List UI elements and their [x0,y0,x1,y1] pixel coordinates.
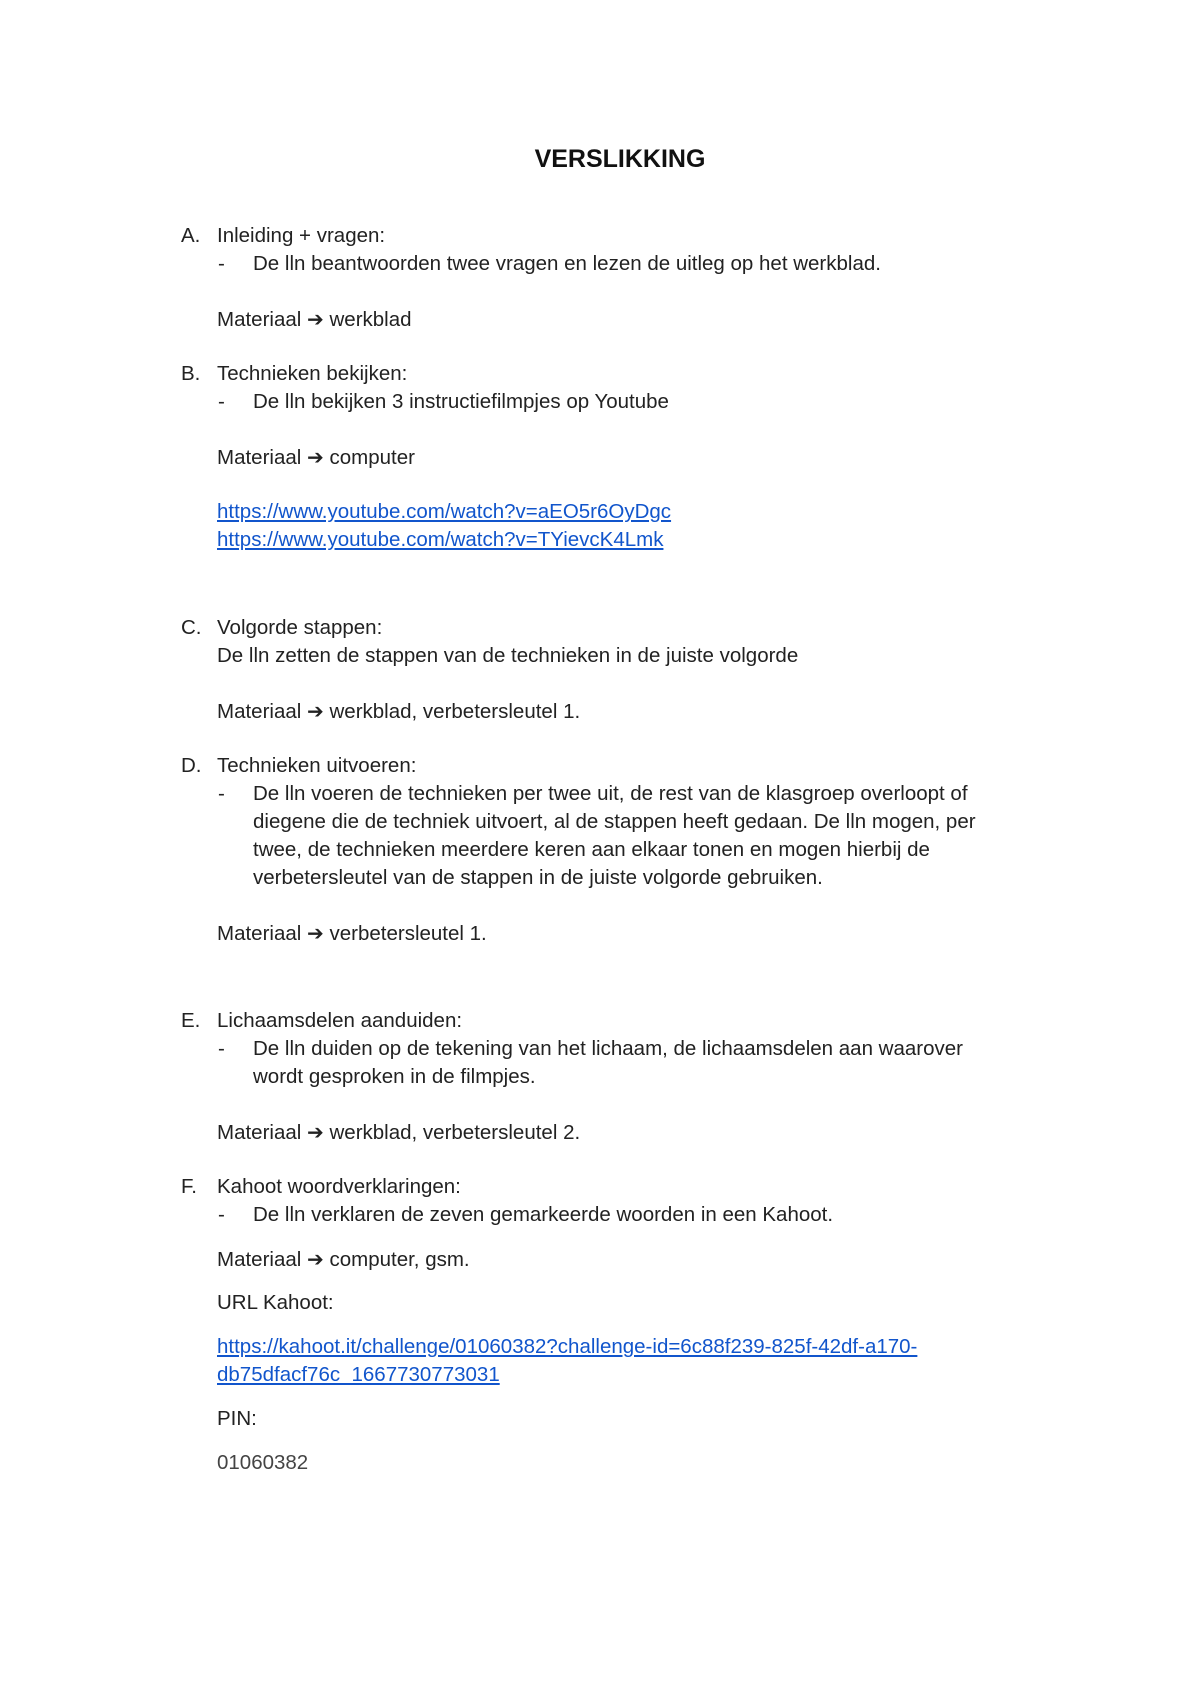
section-b-dash: - [218,390,225,413]
section-d-heading: Technieken uitvoeren: [217,754,417,777]
section-d-letter: D. [181,754,202,777]
materiaal-label: Materiaal [217,446,302,469]
section-f-letter: F. [181,1175,197,1198]
materiaal-label: Materiaal [217,922,302,945]
section-d-materiaal [217,919,487,948]
section-c-text: De lln zetten de stappen van de technieken in de juiste volgorde [217,644,799,667]
arrow-icon: ➔ [307,307,324,331]
materiaal-value: werkblad [329,308,412,331]
arrow-icon: ➔ [307,445,324,469]
section-a-dash: - [218,252,225,275]
arrow-icon: ➔ [307,1247,324,1271]
section-f-heading: Kahoot woordverklaringen: [217,1175,461,1198]
pin-label: PIN: [217,1407,257,1430]
section-f-materiaal [217,1245,470,1274]
materiaal-value: werkblad, verbetersleutel 1. [329,700,581,723]
kahoot-link-anchor-1[interactable]: https://kahoot.it/challenge/01060382?challenge-id=6c88f239-825f-42df-a170- [217,1335,918,1358]
materiaal-value: verbetersleutel 1. [329,922,487,945]
section-b-heading: Technieken bekijken: [217,362,408,385]
section-b-bullet: De lln bekijken 3 instructiefilmpjes op Youtube [253,390,669,413]
section-a-heading: Inleiding + vragen: [217,224,386,247]
section-d-dash: - [218,782,225,805]
section-d-bullet-line-3: twee, de technieken meerdere keren aan elkaar tonen en mogen hierbij de [253,838,930,861]
materiaal-label: Materiaal [217,308,302,331]
section-f-bullet: De lln verklaren de zeven gemarkeerde woorden in een Kahoot. [253,1203,834,1226]
section-e-letter: E. [181,1009,201,1032]
materiaal-label: Materiaal [217,700,302,723]
section-a-bullet: De lln beantwoorden twee vragen en lezen de uitleg op het werkblad. [253,252,881,275]
materiaal-label: Materiaal [217,1121,302,1144]
materiaal-value: computer, gsm. [329,1248,470,1271]
section-e-dash: - [218,1037,225,1060]
section-d-bullet-line-2: diegene die de techniek uitvoert, al de stappen heeft gedaan. De lln mogen, per [253,810,976,833]
kahoot-link-line-1[interactable] [217,1333,917,1361]
section-d-bullet-line-4: verbetersleutel van de stappen in de juiste volgorde gebruiken. [253,866,823,889]
section-b-letter: B. [181,362,201,385]
section-a-letter: A. [181,224,201,247]
materiaal-label: Materiaal [217,1248,302,1271]
materiaal-value: computer [329,446,415,469]
arrow-icon: ➔ [307,921,324,945]
section-c-heading: Volgorde stappen: [217,616,383,639]
arrow-icon: ➔ [307,1120,324,1144]
section-b-materiaal [217,443,415,472]
section-e-materiaal [217,1118,580,1147]
section-e-bullet-line-1: De lln duiden op de tekening van het lichaam, de lichaamsdelen aan waarover [253,1037,963,1060]
section-e-heading: Lichaamsdelen aanduiden: [217,1009,463,1032]
kahoot-link-anchor-2[interactable]: db75dfacf76c_1667730773031 [217,1363,500,1386]
youtube-link-1-anchor[interactable]: https://www.youtube.com/watch?v=aEO5r6OyDgc [217,500,672,523]
section-d-bullet-line-1: De lln voeren de technieken per twee uit, de rest van de klasgroep overloopt of [253,782,968,805]
pin-value: 01060382 [217,1451,309,1474]
section-f-dash: - [218,1203,225,1226]
section-e-bullet-line-2: wordt gesproken in de filmpjes. [253,1065,536,1088]
section-c-letter: C. [181,616,202,639]
kahoot-url-label: URL Kahoot: [217,1291,334,1314]
youtube-link-2[interactable] [217,526,663,554]
youtube-link-1[interactable] [217,498,671,526]
kahoot-link-line-2[interactable] [217,1361,500,1389]
section-a-materiaal [217,305,412,334]
materiaal-value: werkblad, verbetersleutel 2. [329,1121,581,1144]
youtube-link-2-anchor[interactable]: https://www.youtube.com/watch?v=TYievcK4Lmk [217,528,664,551]
section-c-materiaal [217,697,580,726]
arrow-icon: ➔ [307,699,324,723]
page-title: VERSLIKKING [534,145,706,173]
